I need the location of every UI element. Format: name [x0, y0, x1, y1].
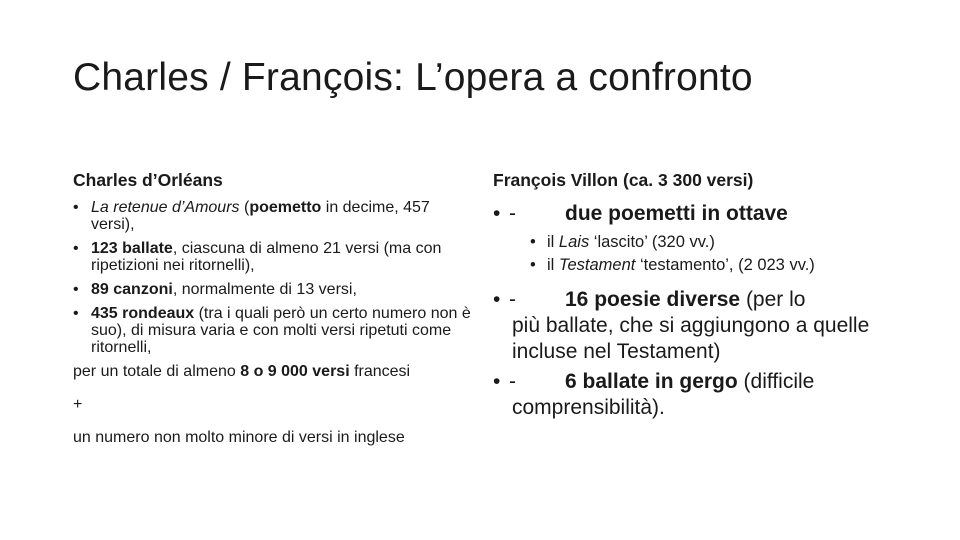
right-column-heading: François Villon (ca. 3 300 versi) [493, 170, 754, 190]
item-text: (per lo [740, 288, 806, 311]
list-item [73, 240, 473, 274]
left-column-heading: Charles d’Orléans [73, 170, 223, 190]
right-column-body [493, 201, 893, 421]
list-item [493, 369, 893, 421]
dash-mark: - [509, 370, 516, 393]
sub-list-item [493, 233, 893, 252]
list-item [73, 305, 473, 356]
bullet-icon: • [493, 288, 501, 311]
item-bold: 16 poesie diverse [565, 288, 741, 311]
sub-list-item [493, 256, 893, 275]
item-text: (tra i quali però un certo numero non è suo), di misura varia e con molti versi ripetuti come ritornelli, [91, 305, 471, 356]
item-text: ‘lascito’ (320 vv.) [589, 233, 715, 251]
list-item [493, 201, 893, 227]
bullet-icon: • [73, 305, 79, 322]
item-text: ( [239, 199, 250, 216]
total-text: per un totale di almeno [73, 363, 241, 380]
item-text: comprensibilità). [512, 396, 665, 419]
sub-list [493, 233, 893, 275]
list-item [73, 281, 473, 298]
item-bold: 89 canzoni [91, 281, 173, 298]
dash-mark: - [509, 202, 516, 225]
item-text: ‘testamento’, (2 023 vv.) [635, 256, 815, 274]
item-text: (difficile [737, 370, 815, 393]
item-bold: due poemetti in ottave [565, 202, 788, 225]
item-text: in decime, 457 versi), [91, 199, 430, 233]
bullet-icon: • [73, 199, 79, 216]
item-bold: 435 rondeaux [91, 305, 195, 322]
bullet-icon: • [493, 202, 501, 225]
item-bold: 123 ballate [91, 240, 173, 257]
item-bold: poemetto [249, 199, 322, 216]
item-bold: 6 ballate in gergo [565, 370, 738, 393]
list-item [73, 199, 473, 233]
item-text: più ballate, che si aggiungono a quelle incluse nel Testament) [512, 314, 870, 363]
bullet-icon: • [73, 281, 79, 298]
list-item [493, 287, 893, 365]
bullet-icon: • [530, 256, 536, 274]
bullet-icon: • [493, 370, 501, 393]
total-bold: 8 o 9 000 versi [240, 363, 350, 380]
slide-title: Charles / François: L’opera a confronto [73, 56, 753, 99]
footer-line: un numero non molto minore di versi in inglese [73, 429, 405, 446]
bullet-icon: • [530, 233, 536, 251]
item-text: il [547, 256, 559, 274]
item-text: , normalmente di 13 versi, [172, 281, 357, 298]
left-column-body [73, 199, 473, 446]
work-title: Testament [558, 256, 636, 274]
plus-sign: + [73, 396, 83, 413]
bullet-icon: • [73, 240, 79, 257]
item-text: , ciascuna di almeno 21 versi (ma con ripetizioni nei ritornelli), [91, 240, 442, 274]
work-title: La retenue d’Amours [91, 199, 240, 216]
item-text: il [547, 233, 559, 251]
total-line [73, 363, 473, 380]
total-text: francesi [349, 363, 411, 380]
dash-mark: - [509, 288, 516, 311]
work-title: Lais [558, 233, 590, 251]
